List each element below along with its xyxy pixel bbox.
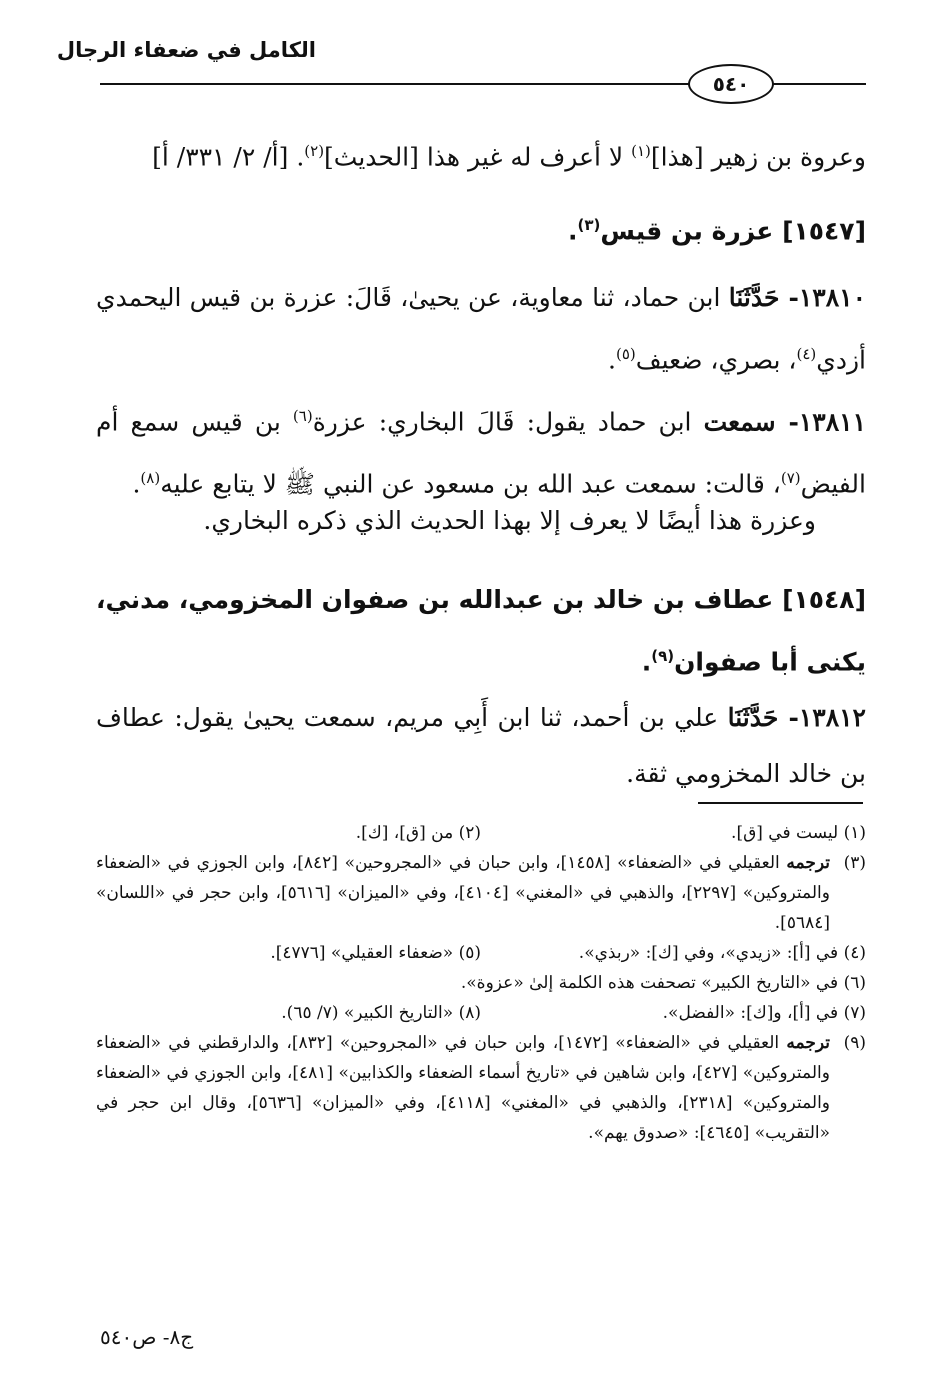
hadith-13810	[96, 270, 866, 388]
narration-word: حَدَّثَنَا	[728, 283, 780, 312]
footnote-3	[96, 848, 866, 938]
footnote-ref: (٩)	[651, 647, 675, 665]
entry-number: [١٥٤٧]	[782, 216, 866, 246]
text-run: ، قالت: سمعت عبد الله بن مسعود عن النبي ﷺ لا يتابع عليه	[160, 469, 781, 499]
footnote-number: (٣)	[843, 853, 866, 873]
text-run: .	[568, 216, 578, 246]
footnote-keyword: ترجمه	[786, 1033, 830, 1053]
footnote-ref: (٥)	[615, 345, 636, 363]
entry-number: [١٥٤٨]	[782, 585, 866, 614]
footnotes-section	[96, 818, 866, 1148]
footnote-4: (٤) في [أ]: «زيدي»، وفي [ك]: «ربذي».	[578, 943, 866, 963]
hadith-13812	[96, 690, 866, 802]
text-run: . [أ/ ٢/ ٣٣١/ أ]	[152, 142, 305, 172]
text-run: بن قيس سمع أم الفيض	[96, 407, 866, 499]
text-run: لا أعرف له غير هذا [الحديث]	[324, 142, 632, 172]
page-number-badge: ٥٤٠	[688, 64, 774, 104]
entry-name: عزرة بن قيس	[600, 216, 783, 246]
footnote-7: (٧) في [أ]، و[ك]: «الفضل».	[662, 1003, 866, 1023]
entry-heading-1548	[96, 572, 866, 690]
volume-page-reference: ج٨- ص٥٤٠	[100, 1325, 194, 1349]
paragraph-azra: وعزرة هذا أيضًا لا يعرف إلا بهذا الحديث الذي ذكره البخاري.	[203, 506, 816, 535]
text-run: ابن حماد، ثنا معاوية، عن يحيىٰ، قَالَ: عزرة بن قيس اليحمدي أزدي	[96, 283, 866, 375]
footnote-5: (٥) «ضعفاء العقيلي» [٤٧٧٦].	[270, 943, 481, 963]
footnote-row-4-5	[96, 938, 866, 968]
footnote-ref: (٦)	[292, 407, 313, 425]
footnote-body	[96, 1028, 830, 1148]
footnote-ref: (٣)	[577, 216, 601, 234]
footnote-ref: (٢)	[304, 142, 325, 160]
text-run: ابن حماد يقول: قَالَ البخاري: عزرة	[312, 407, 704, 437]
text-run: .	[641, 647, 652, 677]
narration-word: حَدَّثَنَا	[727, 703, 779, 732]
footnote-text: العقيلي في «الضعفاء» [١٤٥٨]، وابن حبان في «المجروحين» [٨٤٢]، وابن الجوزي في «الضعفاء والمتروكين» [٢٢٩٧]، والذهبي في «المغني» [٤١٠٤]، وفي «الميزان» [٥٦١٦]، وابن حجر في «اللسان» [٥٦٨٤].	[96, 853, 830, 933]
hadith-number: ١٣٨١٢-	[778, 703, 866, 732]
footnote-number: (٩)	[843, 1033, 866, 1053]
footnote-8: (٨) «التاريخ الكبير» (٧/ ٦٥).	[281, 1003, 481, 1023]
hadith-13811	[96, 388, 866, 513]
hadith-number: ١٣٨١١-	[775, 407, 866, 437]
text-run: وعروة بن زهير [هذا]	[650, 142, 866, 172]
footnote-row-1-2	[96, 818, 866, 848]
running-header-title: الكامل في ضعفاء الرجال	[56, 38, 316, 62]
entry-heading-1547	[96, 208, 866, 248]
text-run: .	[132, 469, 141, 499]
footnote-body	[96, 848, 830, 938]
footnote-1: (١) ليست في [ق].	[731, 823, 866, 843]
narration-word: سمعت	[703, 407, 776, 437]
footnote-keyword: ترجمه	[786, 853, 830, 873]
footnote-text: العقيلي في «الضعفاء» [١٤٧٢]، وابن حبان في «المجروحين» [٨٣٢]، والدارقطني في «الضعفاء والمتروكين» [٤٢٧]، وابن شاهين في «تاريخ أسماء الضعفاء والكذابين» [٤٨١]، وابن الجوزي في «الضعفاء والمتروكين» [٢٣١٨]، والذهبي في «المغني» [٤١١٨]، وفي «الميزان» [٥٦٣٦]، وقال ابن حجر في «التقريب» [٤٦٤٥]: «صدوق يهم».	[96, 1033, 831, 1143]
footnote-2: (٢) من [ق]، [ك].	[355, 823, 481, 843]
footnote-row-7-8	[96, 998, 866, 1028]
footnote-9	[96, 1028, 866, 1148]
footnote-ref: (٨)	[140, 469, 161, 488]
footnote-rule	[698, 802, 863, 804]
entry-name: عطاف بن خالد بن عبدالله بن صفوان المخزومي، مدني، يكنى أبا صفوان	[96, 585, 866, 677]
footnote-6: (٦) في «التاريخ الكبير» تصحفت هذه الكلمة إلىٰ «عزوة».	[460, 973, 866, 993]
text-run: .	[608, 345, 616, 375]
text-run: علي بن أحمد، ثنا ابن أَبِي مريم، سمعت يحيىٰ يقول: عطاف بن خالد المخزومي ثقة.	[96, 703, 866, 788]
paragraph-urwa	[96, 134, 866, 174]
hadith-number: ١٣٨١٠-	[779, 283, 866, 312]
footnote-ref: (١)	[631, 142, 651, 160]
text-run: ، بصري، ضعيف	[635, 345, 797, 375]
footnote-ref: (٤)	[796, 345, 817, 363]
footnote-ref: (٧)	[780, 469, 801, 488]
